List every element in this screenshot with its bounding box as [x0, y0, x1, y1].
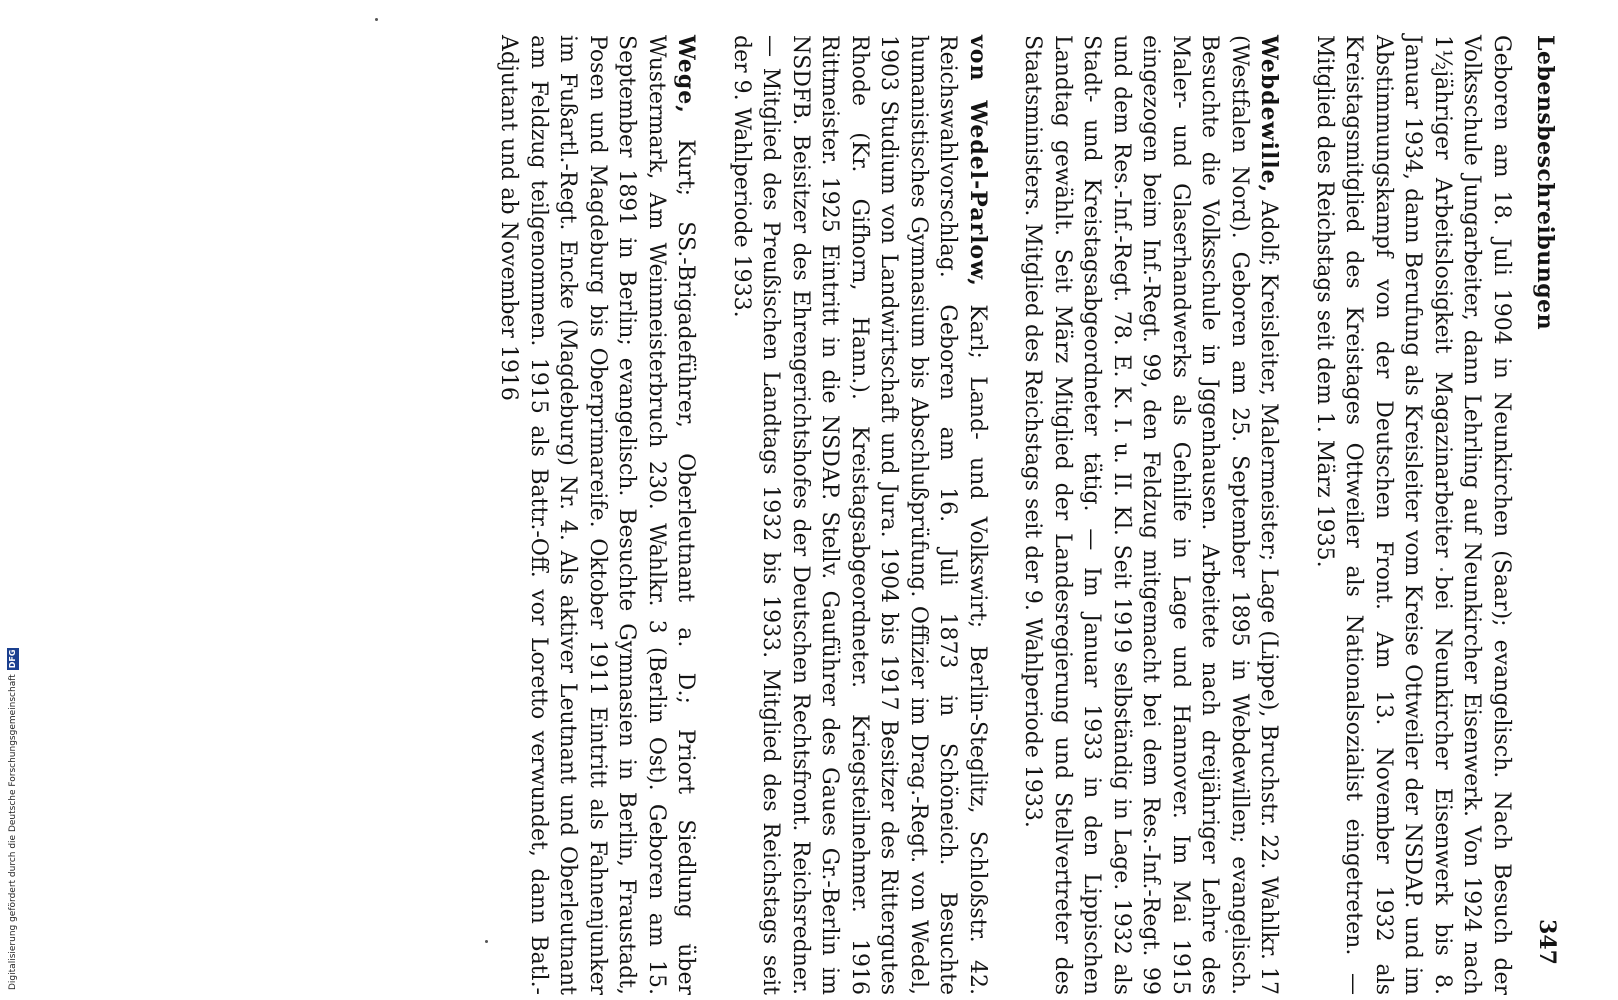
scan-speck: [375, 18, 378, 21]
entry-name: Webdewille,: [1256, 35, 1283, 194]
credit-line: [6, 590, 20, 990]
entry-text: Kurt; SS.-Brigadeführer, Oberleutnant a. D.; Priort Siedlung über Wustermark, Am Weinmeisterbruch 230. Wahlkr. 3 (Berlin Ost). Geboren am 15. September 1891 in Berlin; evangelisch. Besuchte Gymnasien in Berlin, Fraustadt, Posen und Magdeburg bis Oberprimareife. Oktober 1911 Eintritt als Fahnenjunker im Fußartl.-Regt. Encke (Magdeburg) Nr. 4. Als aktiver Leutnant und Oberleutnant am Feldzug teilgenommen. 1915 als Battr.-Off. vor Loretto verwundet, dann Batl.-Adjutant und ab November 1916: [496, 35, 699, 995]
credit-text: Digitalisierung gefördert durch die Deutsche Forschungsgemeinschaft: [8, 674, 18, 990]
entry-text: Adolf; Kreisleiter, Malermeister; Lage (Lippe), Bruchstr. 22. Wahlkr. 17 (Westfalen Nord). Geboren am 25. September 1895 in Webdewillen; evangelisch. Besuchte die Volksschule in Jggenhausen. Arbeitete nach dreijähriger Lehre des Maler- und Glaserhandwerks als Gehilfe in Lage und Hannover. Im Mai 1915 eingezogen beim Inf.-Regt. 99, den Feldzug mitgemacht bei dem Res.-Inf.-Regt. 99 und dem Res.-Inf.-Regt. 78. E. K. I. u. II. Kl. Seit 1919 selbständig in Lage. 1932 als Stadt- und Kreistagsabgeordneter tätig. — Im Januar 1933 in den Lippischen Landtag gewählt. Seit März Mitglied der Landesregierung und Stellvertreter des Staatsministers. Mitglied des Reichstags seit der 9. Wahlperiode 1933.: [1020, 35, 1282, 995]
biography-entry: [727, 35, 993, 995]
dfg-logo-icon: DFG: [8, 649, 17, 669]
entry-name: von Wedel-Parlow,: [965, 35, 991, 287]
biography-entry: [1018, 35, 1284, 995]
page-number: 347: [1534, 919, 1560, 965]
digitization-credit: [6, 590, 20, 990]
entry-text: Geboren am 18. Juli 1904 in Neunkirchen (Saar); evangelisch. Nach Besuch der Volksschule Jungarbeiter, dann Lehrling auf Neunkircher Eisenwerk. Von 1924 nach 1½jähriger Arbeitslosigkeit Magazinarbeiter bei Neunkircher Eisenwerk bis 8. Januar 1934, dann Berufung als Kreisleiter vom Kreise Ottweiler der NSDAP. und im Abstimmungskampf von der Deutschen Front. Am 13. November 1932 als Kreistagsmitglied des Kreistages Ottweiler als Nationalsozialist eingetreten. — Mitglied des Reichstags seit dem 1. März 1935.: [1312, 35, 1514, 995]
page-header: [1520, 35, 1560, 995]
running-header: Lebensbeschreibungen: [1532, 35, 1558, 331]
biography-list: [66, 35, 1516, 995]
biography-entry: [494, 35, 701, 995]
entry-name: Wege,: [673, 35, 700, 114]
biography-entry: [1310, 35, 1517, 995]
rotated-page-content: [60, 35, 1560, 995]
entry-text: Karl; Land- und Volkswirt; Berlin-Steglitz, Schloßstr. 42. Reichswahlvorschlag. Geboren am 16. Juli 1873 in Schöneich. Besuchte humanistisches Gymnasium bis Abschlußprüfung. Offizier im Drag.-Regt. von Wedel, 1903 Studium von Landwirtschaft und Jura. 1904 bis 1917 Besitzer des Rittergutes Rhode (Kr. Gifhorn, Hann.). Kreistagsabgeordneter. Kriegsteilnehmer. 1916 Rittmeister. 1925 Eintritt in die NSDAP. Stellv. Gauführer des Gaues Gr.-Berlin im NSDFB. Beisitzer des Ehrengerichtshofes der Deutschen Rechtsfront. Reichsredner. — Mitglied des Preußischen Landtags 1932 bis 1933. Mitglied des Reichstags seit der 9. Wahlperiode 1933.: [729, 35, 990, 995]
